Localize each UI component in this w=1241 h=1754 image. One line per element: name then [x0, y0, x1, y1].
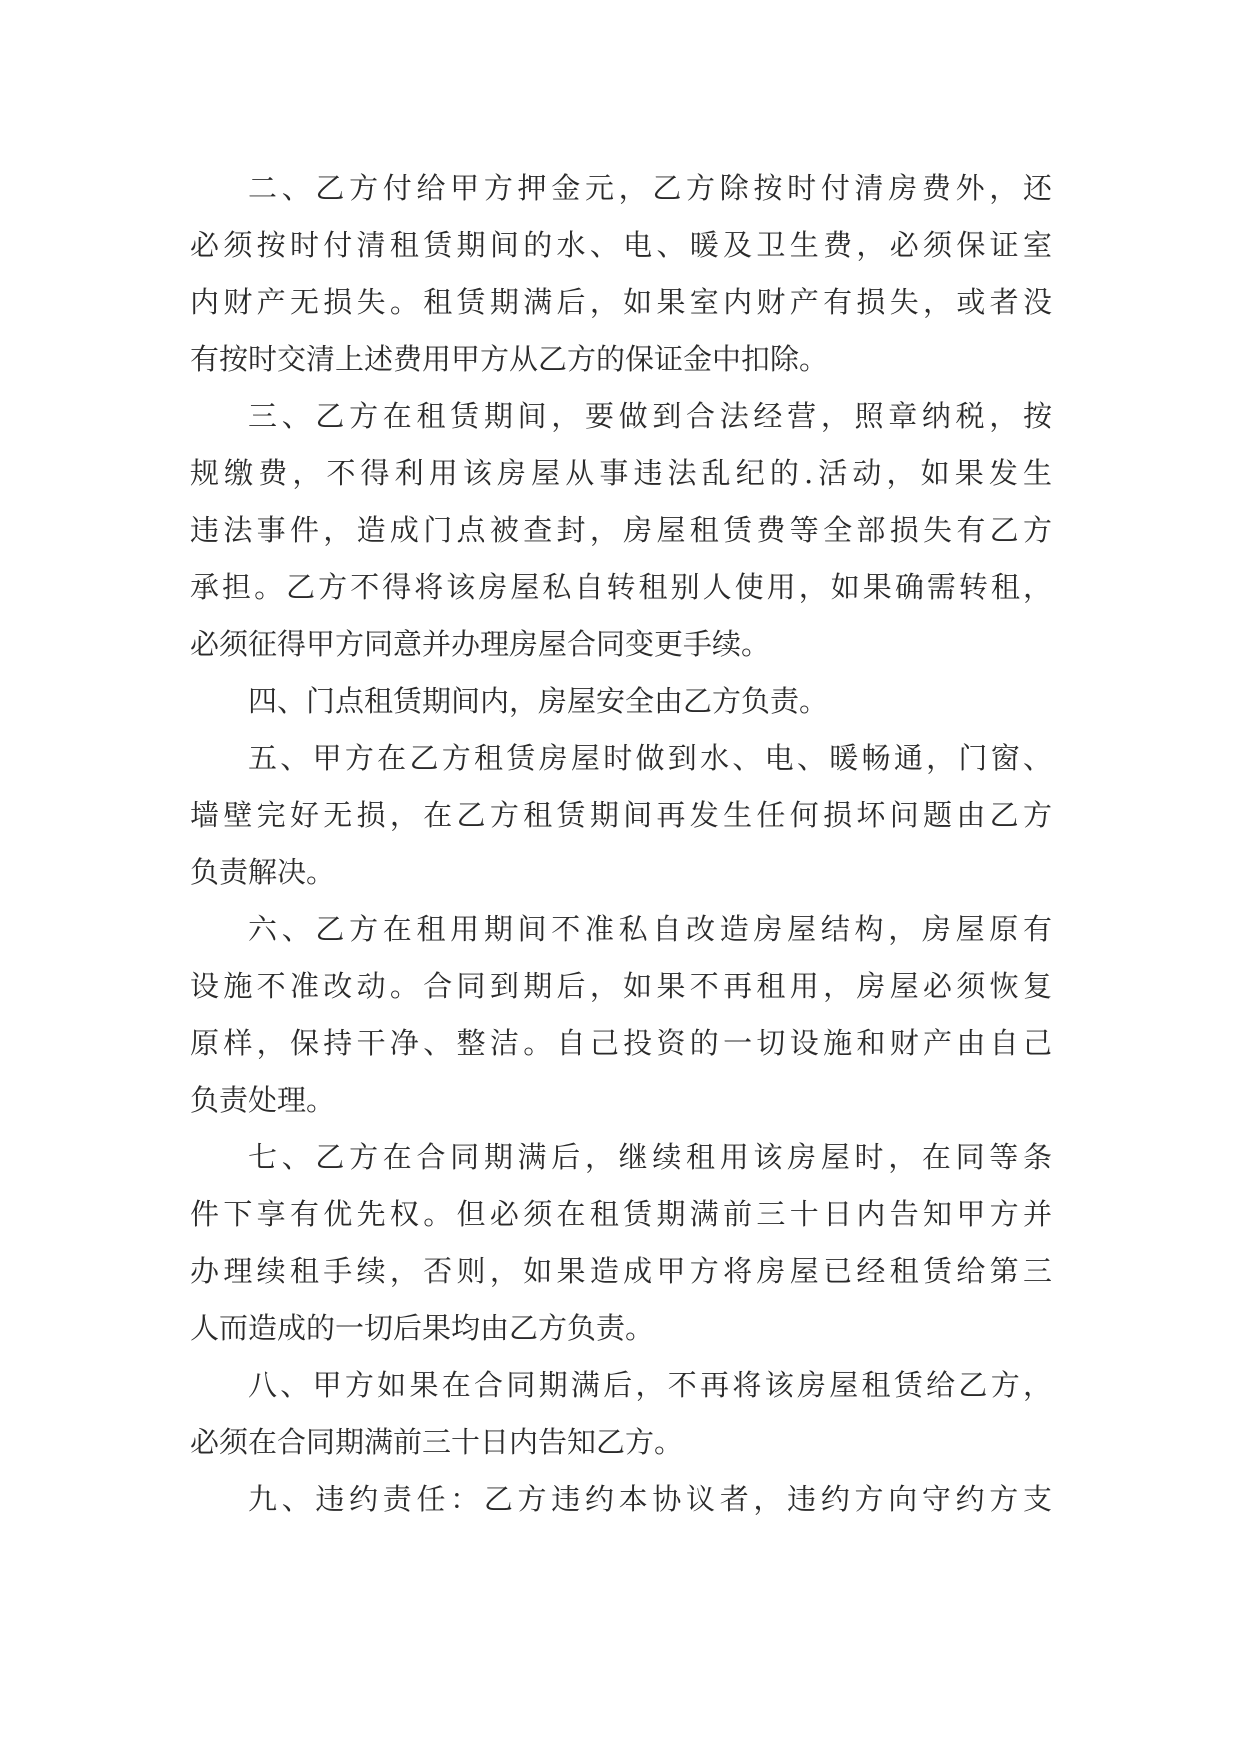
clause-9: [190, 1471, 1052, 1528]
text-line: 七、乙方在合同期满后，继续租用该房屋时，在同等条: [248, 1140, 1052, 1174]
text-line: 办理续租手续，否则，如果造成甲方将房屋已经租赁给第三: [190, 1254, 1052, 1288]
clause-8: [190, 1357, 1052, 1471]
text-line: 内财产无损失。租赁期满后，如果室内财产有损失，或者没: [190, 285, 1052, 319]
text-line: 规缴费，不得利用该房屋从事违法乱纪的.活动，如果发生: [190, 456, 1052, 490]
text-line: 件下享有优先权。但必须在租赁期满前三十日内告知甲方并: [190, 1197, 1052, 1231]
text-line: 违法事件，造成门点被查封，房屋租赁费等全部损失有乙方: [190, 513, 1052, 547]
text-line: 墙壁完好无损，在乙方租赁期间再发生任何损坏问题由乙方: [190, 798, 1052, 832]
clause-5: [190, 730, 1052, 901]
text-line: 三、乙方在租赁期间，要做到合法经营，照章纳税，按: [248, 399, 1052, 433]
document-body: [190, 160, 1052, 1528]
text-line: 必须按时付清租赁期间的水、电、暖及卫生费，必须保证室: [190, 228, 1052, 262]
text-line: 必须在合同期满前三十日内告知乙方。: [190, 1425, 684, 1459]
clause-3: [190, 388, 1052, 673]
text-line: 原样，保持干净、整洁。自己投资的一切设施和财产由自己: [190, 1026, 1052, 1060]
text-line: 二、乙方付给甲方押金元，乙方除按时付清房费外，还: [248, 171, 1052, 205]
clause-4: [190, 673, 1052, 730]
clause-7: [190, 1129, 1052, 1357]
clause-2: [190, 160, 1052, 388]
text-line: 九、违约责任：乙方违约本协议者，违约方向守约方支: [248, 1482, 1052, 1516]
text-line: 有按时交清上述费用甲方从乙方的保证金中扣除。: [190, 342, 829, 376]
text-line: 五、甲方在乙方租赁房屋时做到水、电、暖畅通，门窗、: [248, 741, 1052, 775]
text-line: 承担。乙方不得将该房屋私自转租别人使用，如果确需转租，: [190, 570, 1052, 604]
text-line: 六、乙方在租用期间不准私自改造房屋结构，房屋原有: [248, 912, 1052, 946]
clause-6: [190, 901, 1052, 1129]
text-line: 八、甲方如果在合同期满后，不再将该房屋租赁给乙方，: [248, 1368, 1052, 1402]
text-line: 四、门点租赁期间内，房屋安全由乙方负责。: [248, 684, 829, 718]
text-line: 负责处理。: [190, 1083, 336, 1117]
text-line: 设施不准改动。合同到期后，如果不再租用，房屋必须恢复: [190, 969, 1052, 1003]
text-line: 负责解决。: [190, 855, 336, 889]
text-line: 必须征得甲方同意并办理房屋合同变更手续。: [190, 627, 771, 661]
text-line: 人而造成的一切后果均由乙方负责。: [190, 1311, 655, 1345]
